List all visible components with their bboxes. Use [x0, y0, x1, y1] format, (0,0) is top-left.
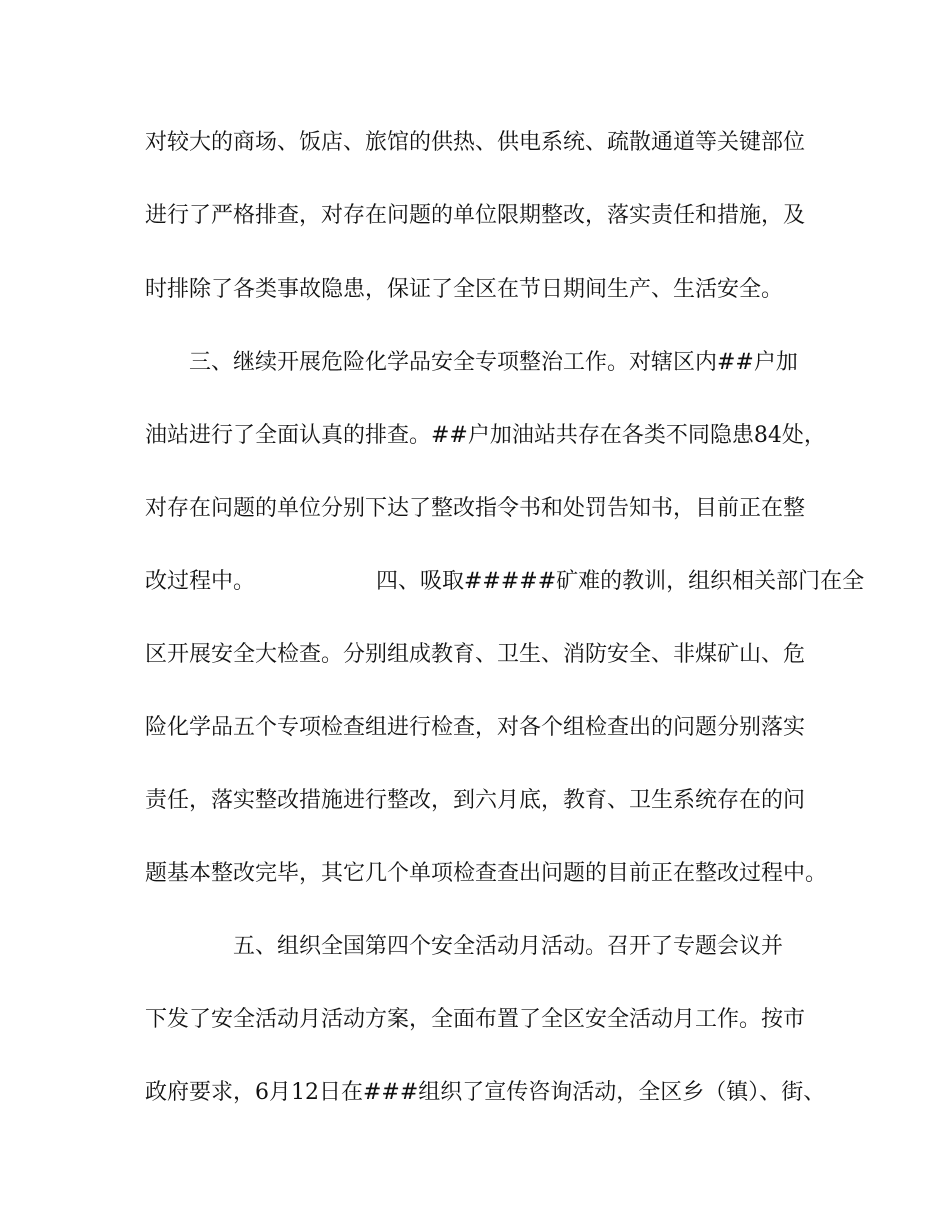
text-line: 改过程中。 四、吸取#####矿难的教训，组织相关部门在全 — [145, 569, 865, 594]
text-line: 政府要求，6月12日在###组织了宣传咨询活动，全区乡（镇）、街、 — [145, 1080, 826, 1105]
text-line: 对存在问题的单位分别下达了整改指令书和处罚告知书，目前正在整 — [145, 496, 806, 521]
text-line: 五、组织全国第四个安全活动月活动。召开了专题会议并 — [145, 934, 784, 959]
text-line: 对较大的商场、饭店、旅馆的供热、供电系统、疏散通道等关键部位 — [145, 130, 806, 155]
text-line: 险化学品五个专项检查组进行检查，对各个组检查出的问题分别落实 — [145, 715, 806, 740]
text-line: 下发了安全活动月活动方案，全面布置了全区安全活动月工作。按市 — [145, 1007, 806, 1032]
text-line: 进行了严格排查，对存在问题的单位限期整改，落实责任和措施，及 — [145, 203, 806, 228]
text-line: 题基本整改完毕，其它几个单项检查查出问题的目前正在整改过程中。 — [145, 861, 828, 886]
text-line: 时排除了各类事故隐患，保证了全区在节日期间生产、生活安全。 — [145, 277, 784, 302]
text-line: 区开展安全大检查。分别组成教育、卫生、消防安全、非煤矿山、危 — [145, 642, 806, 667]
text-line: 三、继续开展危险化学品安全专项整治工作。对辖区内##户加 — [145, 350, 798, 375]
text-line: 油站进行了全面认真的排查。##户加油站共存在各类不同隐患84处， — [145, 423, 826, 448]
text-line: 责任，落实整改措施进行整改，到六月底，教育、卫生系统存在的问 — [145, 788, 806, 813]
